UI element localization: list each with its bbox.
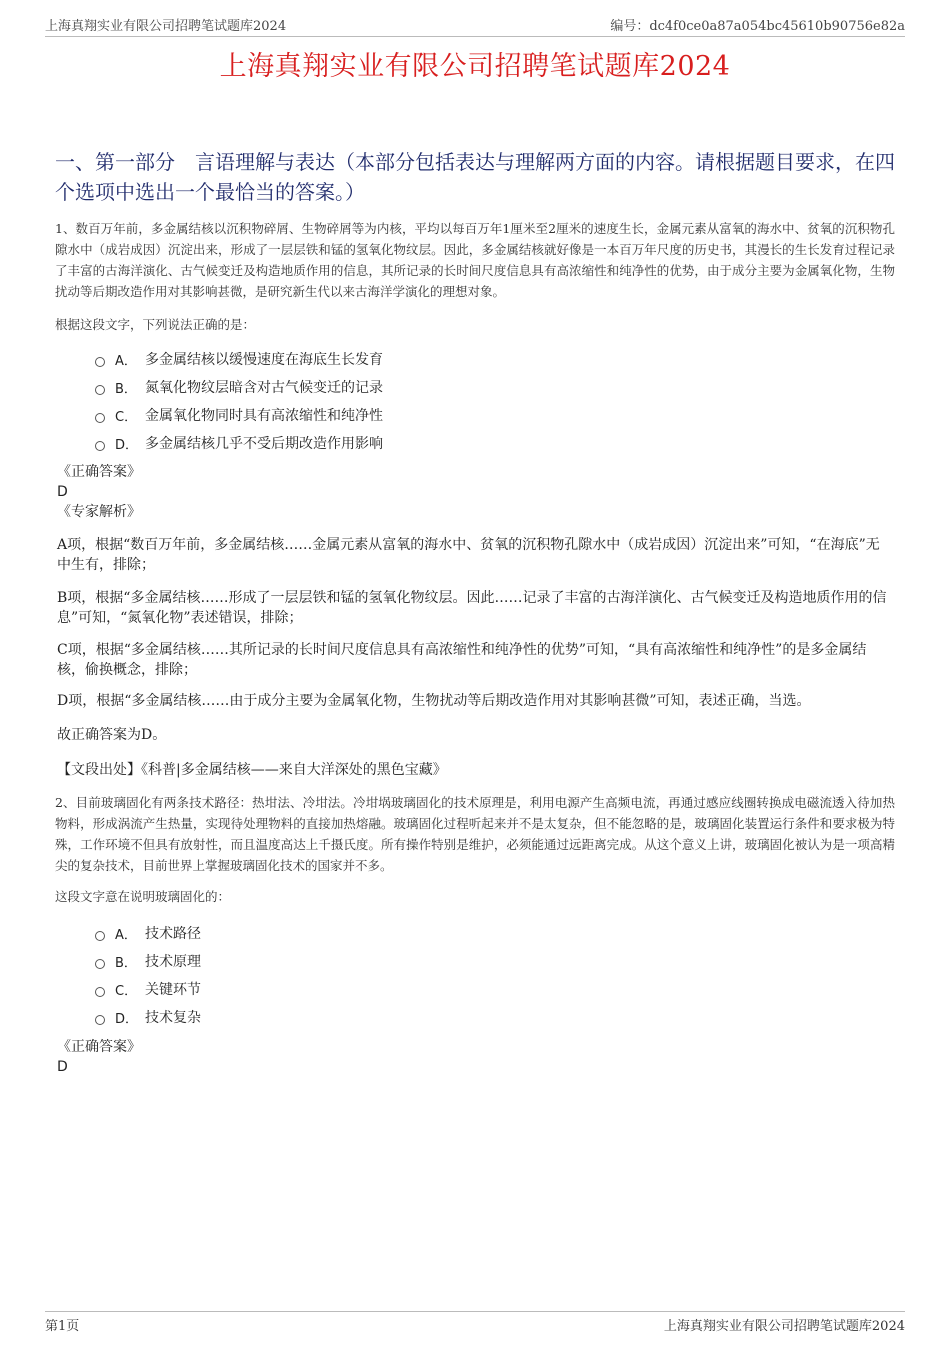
analysis-text: A项，根据“数百万年前，多金属结核……金属元素从富氧的海水中、贫氧的沉积物孔隙水中（成岩成因）沉淀出来”可知，“在海底”无中生有，排除；: [57, 537, 880, 573]
option-text: 关键环节: [145, 982, 201, 998]
q1-analysis-b: [57, 588, 893, 628]
option-text: 技术复杂: [145, 1010, 201, 1026]
option-letter: C．: [115, 983, 138, 999]
analysis-text: C项，根据“多金属结核……其所记录的长时间尺度信息具有高浓缩性和纯净性的优势”可知，“具有高浓缩性和纯净性”的是多金属结核，偷换概念，排除；: [57, 642, 867, 678]
option-letter: B．: [115, 955, 137, 971]
radio-icon[interactable]: [95, 385, 105, 395]
q1-passage: 1、数百万年前，多金属结核以沉积物碎屑、生物碎屑等为内核，平均以每百万年1厘米至2厘米的速度生长，金属元素从富氧的海水中、贫氧的沉积物孔隙水中（成岩成因）沉淀出来，形成了一层层铁和锰的氢氧化物纹层。因此，多金属结核就好像是一本百万年尺度的历史书，其漫长的生长发育过程记录了丰富的古海洋演化、古气候变迁及构造地质作用的信息，其所记录的长时间尺度信息具有高浓缩性和纯净性的优势，由于成分主要为金属氧化物，生物扰动等后期改造作用对其影响甚微，是研究新生代以来古海洋学演化的理想对象。: [55, 221, 895, 299]
q2-option-d[interactable]: [95, 1003, 201, 1031]
option-letter: C．: [115, 409, 138, 425]
q1-stem-block: [55, 314, 895, 335]
q2-stem: 这段文字意在说明玻璃固化的：: [55, 889, 231, 904]
q1-analysis-a: [57, 535, 893, 575]
q1-option-a[interactable]: [95, 345, 383, 373]
source-text: 【文段出处】《科普|多金属结核——来自大洋深处的黑色宝藏》: [57, 762, 447, 778]
page-number: 第1页: [45, 1319, 80, 1334]
header-doc-name: 上海真翔实业有限公司招聘笔试题库2024: [45, 19, 287, 34]
option-letter: D．: [115, 437, 139, 453]
option-letter: B．: [115, 381, 137, 397]
q1-answer-block: [57, 462, 893, 522]
option-text: 氮氧化物纹层暗含对古气候变迁的记录: [145, 380, 383, 396]
answer-label: 《正确答案》: [57, 464, 141, 480]
q2-passage-block: [55, 792, 895, 876]
q2-option-a[interactable]: [95, 919, 201, 947]
radio-icon[interactable]: [95, 1015, 105, 1025]
analysis-label: 《专家解析》: [57, 504, 141, 520]
q2-option-c[interactable]: [95, 975, 201, 1003]
q2-answer-block: [57, 1037, 893, 1077]
radio-icon[interactable]: [95, 357, 105, 367]
q1-analysis-c: [57, 640, 893, 680]
q1-source: [57, 760, 893, 780]
q1-option-d[interactable]: [95, 429, 383, 457]
page-footer: [45, 1311, 905, 1334]
analysis-text: B项，根据“多金属结核……形成了一层层铁和锰的氢氧化物纹层。因此……记录了丰富的古海洋演化、古气候变迁及构造地质作用的信息”可知，“氮氧化物”表述错误，排除；: [57, 590, 887, 626]
radio-icon[interactable]: [95, 441, 105, 451]
q1-analysis-d: [57, 691, 893, 711]
analysis-text: 故正确答案为D。: [57, 727, 167, 743]
q1-option-c[interactable]: [95, 401, 383, 429]
option-text: 多金属结核以缓慢速度在海底生长发育: [145, 352, 383, 368]
footer-doc-name: 上海真翔实业有限公司招聘笔试题库2024: [663, 1319, 905, 1334]
q2-options: [95, 919, 201, 1031]
option-text: 多金属结核几乎不受后期改造作用影响: [145, 436, 383, 452]
document-title: 上海真翔实业有限公司招聘笔试题库2024: [219, 51, 731, 82]
radio-icon[interactable]: [95, 931, 105, 941]
answer-value: D: [57, 484, 68, 500]
q2-passage: 2、目前玻璃固化有两条技术路径：热坩法、冷坩法。冷坩埚玻璃固化的技术原理是，利用电源产生高频电流，再通过感应线圈转换成电磁流透入待加热物料，形成涡流产生热量，实现待处理物料的直接加热熔融。玻璃固化过程听起来并不是太复杂，但不能忽略的是，玻璃固化装置运行条件和要求极为特殊，工作环境不但具有放射性，而且温度高达上千摄氏度。所有操作特别是维护，必须能通过远距离完成。从这个意义上讲，玻璃固化被认为是一项高精尖的复杂技术，目前世界上掌握玻璃固化技术的国家并不多。: [55, 795, 895, 873]
radio-icon[interactable]: [95, 959, 105, 969]
option-text: 技术原理: [145, 954, 201, 970]
answer-label: 《正确答案》: [57, 1039, 141, 1055]
q1-conclusion: [57, 725, 893, 745]
page-header: [45, 12, 905, 37]
q1-passage-block: [55, 218, 895, 302]
radio-icon[interactable]: [95, 413, 105, 423]
q2-option-b[interactable]: [95, 947, 201, 975]
radio-icon[interactable]: [95, 987, 105, 997]
q1-option-b[interactable]: [95, 373, 383, 401]
option-letter: A．: [115, 353, 137, 369]
q1-options: [95, 345, 383, 457]
option-letter: A．: [115, 927, 137, 943]
option-text: 技术路径: [145, 926, 201, 942]
analysis-text: D项，根据“多金属结核……由于成分主要为金属氧化物，生物扰动等后期改造作用对其影响甚微”可知，表述正确，当选。: [57, 693, 811, 709]
answer-value: D: [57, 1059, 68, 1075]
q1-stem: 根据这段文字，下列说法正确的是：: [55, 317, 256, 332]
option-text: 金属氧化物同时具有高浓缩性和纯净性: [145, 408, 383, 424]
section-heading: 一、第一部分 言语理解与表达（本部分包括表达与理解两方面的内容。请根据题目要求，在四个选项中选出一个最恰当的答案。）: [55, 150, 895, 204]
option-letter: D．: [115, 1011, 139, 1027]
header-doc-id: 编号：dc4f0ce0a87a054bc45610b90756e82a: [610, 19, 905, 34]
q2-stem-block: [55, 886, 895, 907]
